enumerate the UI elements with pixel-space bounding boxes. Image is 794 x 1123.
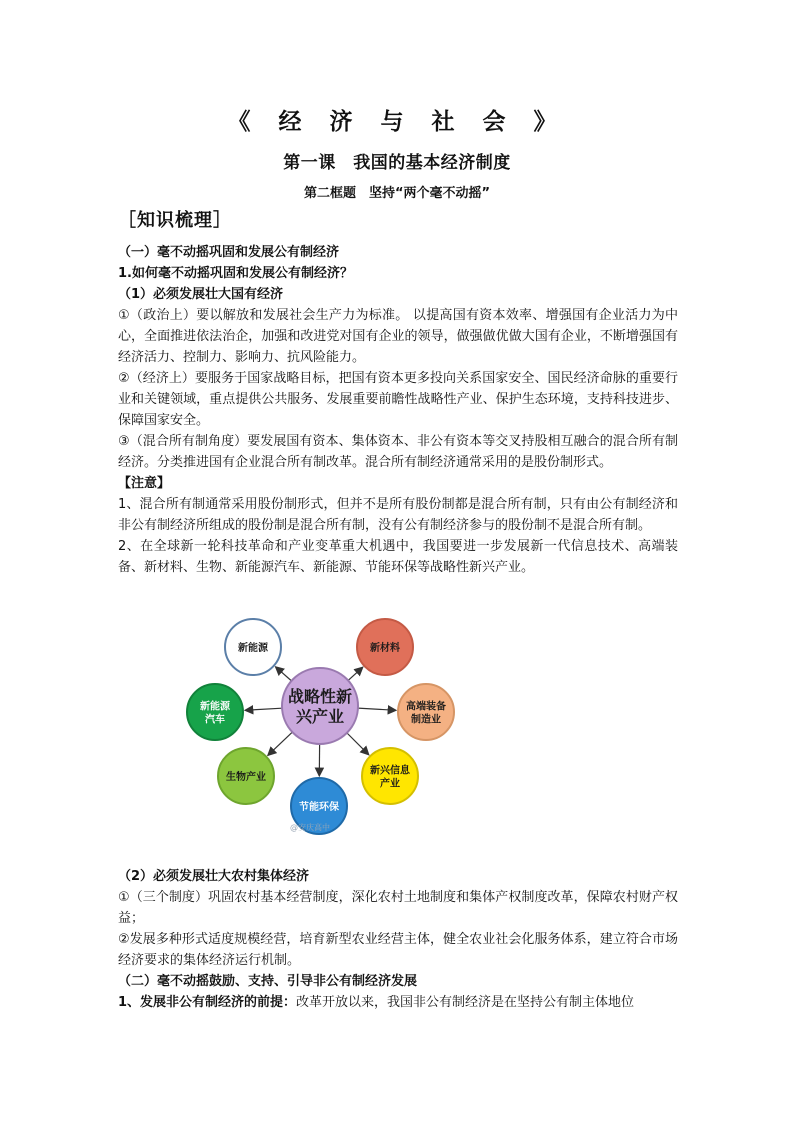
paragraph-three-systems: ①（三个制度）巩固农村基本经营制度，深化农村土地制度和集体产权制度改革，保障农村财产权益； — [118, 890, 678, 926]
diagram-node — [357, 619, 413, 675]
book-title: 《 经 济 与 社 会 》 — [227, 108, 567, 135]
diagram-arrow — [245, 708, 282, 710]
diagram-node — [398, 684, 454, 740]
diagram-node — [362, 748, 418, 804]
diagram-node-label: 新能源 — [238, 643, 268, 654]
paragraph-economic: ②（经济上）要服务于国家战略目标，把国有资本更多投向关系国家安全、国民经济命脉的重要行业和关键领域，重点提供公共服务、发展重要前瞻性战略性产业、保护生态环境，支持科技进步、保障国家安全。 — [118, 371, 678, 428]
diagram-svg — [180, 614, 456, 836]
diagram-node-label: 新能源 — [200, 701, 230, 713]
lesson-title: 第一课 我国的基本经济制度 — [283, 153, 511, 173]
diagram-center-label: 战略性新 — [287, 687, 353, 706]
diagram-center-circle — [282, 668, 358, 744]
paragraph-mixed-ownership: ③（混合所有制角度）要发展国有资本、集体资本、非公有资本等交叉持股相互融合的混合所有制经济。分类推进国有企业混合所有制改革。混合所有制经济通常采用的是股份制形式。 — [118, 434, 678, 470]
paragraph-scale-operation: ②发展多种形式适度规模经营，培育新型农业经营主体，健全农业社会化服务体系，建立符合市场经济要求的集体经济运行机制。 — [118, 932, 678, 968]
strategic-industries-diagram — [180, 614, 456, 836]
part1b-text — [118, 866, 678, 1013]
part1-text — [118, 242, 678, 578]
diagram-center-label: 兴产业 — [295, 707, 345, 726]
diagram-arrow — [358, 708, 396, 710]
note-label: 【注意】 — [118, 476, 171, 491]
topic-title: 第二框题 坚持“两个毫不动摇” — [303, 186, 491, 201]
diagram-node — [218, 748, 274, 804]
part2-heading: （二）毫不动摇鼓励、支持、引导非公有制经济发展 — [118, 974, 418, 989]
diagram-node-label: 高端装备 — [406, 701, 446, 713]
diagram-node-label: 生物产业 — [226, 772, 266, 783]
diagram-node-label: 制造业 — [411, 714, 441, 726]
diagram-arrow — [347, 733, 369, 755]
diagram-arrow — [276, 667, 292, 681]
diagram-node-label: 节能环保 — [299, 802, 339, 813]
diagram-watermark: @安庆高中 — [290, 823, 330, 832]
premise-text: 改革开放以来，我国非公有制经济是在坚持公有制主体地位 — [296, 995, 635, 1010]
subheading-state-economy: （1）必须发展壮大国有经济 — [118, 287, 284, 302]
section-heading: ［知识梳理］ — [118, 210, 232, 231]
diagram-arrow — [348, 667, 363, 680]
note-item-1: 1、混合所有制通常采用股份制形式，但并不是所有股份制都是混合所有制，只有由公有制经济和非公有制经济所组成的股份制是混合所有制，没有公有制经济参与的股份制不是混合所有制。 — [118, 497, 678, 533]
diagram-node — [187, 684, 243, 740]
paragraph-political: ①（政治上）要以解放和发展社会生产力为标准。 以提高国有资本效率、增强国有企业活力为中心，全面推进依法治企，加强和改进党对国有企业的领导，做强做优做大国有企业，不断增强国有经济活力、控制力、影响力、抗风险能力。 — [118, 308, 678, 365]
part1-question: 1.如何毫不动摇巩固和发展公有制经济？ — [118, 266, 353, 281]
diagram-node — [225, 619, 281, 675]
diagram-node-label: 汽车 — [205, 714, 225, 726]
premise-label: 1、发展非公有制经济的前提： — [118, 995, 297, 1010]
part1-heading: （一）毫不动摇巩固和发展公有制经济 — [118, 245, 340, 260]
subheading-rural-economy: （2）必须发展壮大农村集体经济 — [118, 869, 310, 884]
note-item-2: 2、在全球新一轮科技革命和产业变革重大机遇中，我国要进一步发展新一代信息技术、高端装备、新材料、生物、新能源汽车、新能源、节能环保等战略性新兴产业。 — [118, 539, 678, 575]
diagram-arrow — [268, 732, 293, 755]
paragraph-premise — [118, 992, 678, 1013]
diagram-node-label: 新材料 — [370, 643, 400, 654]
diagram-node-label: 产业 — [380, 778, 400, 790]
diagram-node-label: 新兴信息 — [370, 765, 410, 777]
